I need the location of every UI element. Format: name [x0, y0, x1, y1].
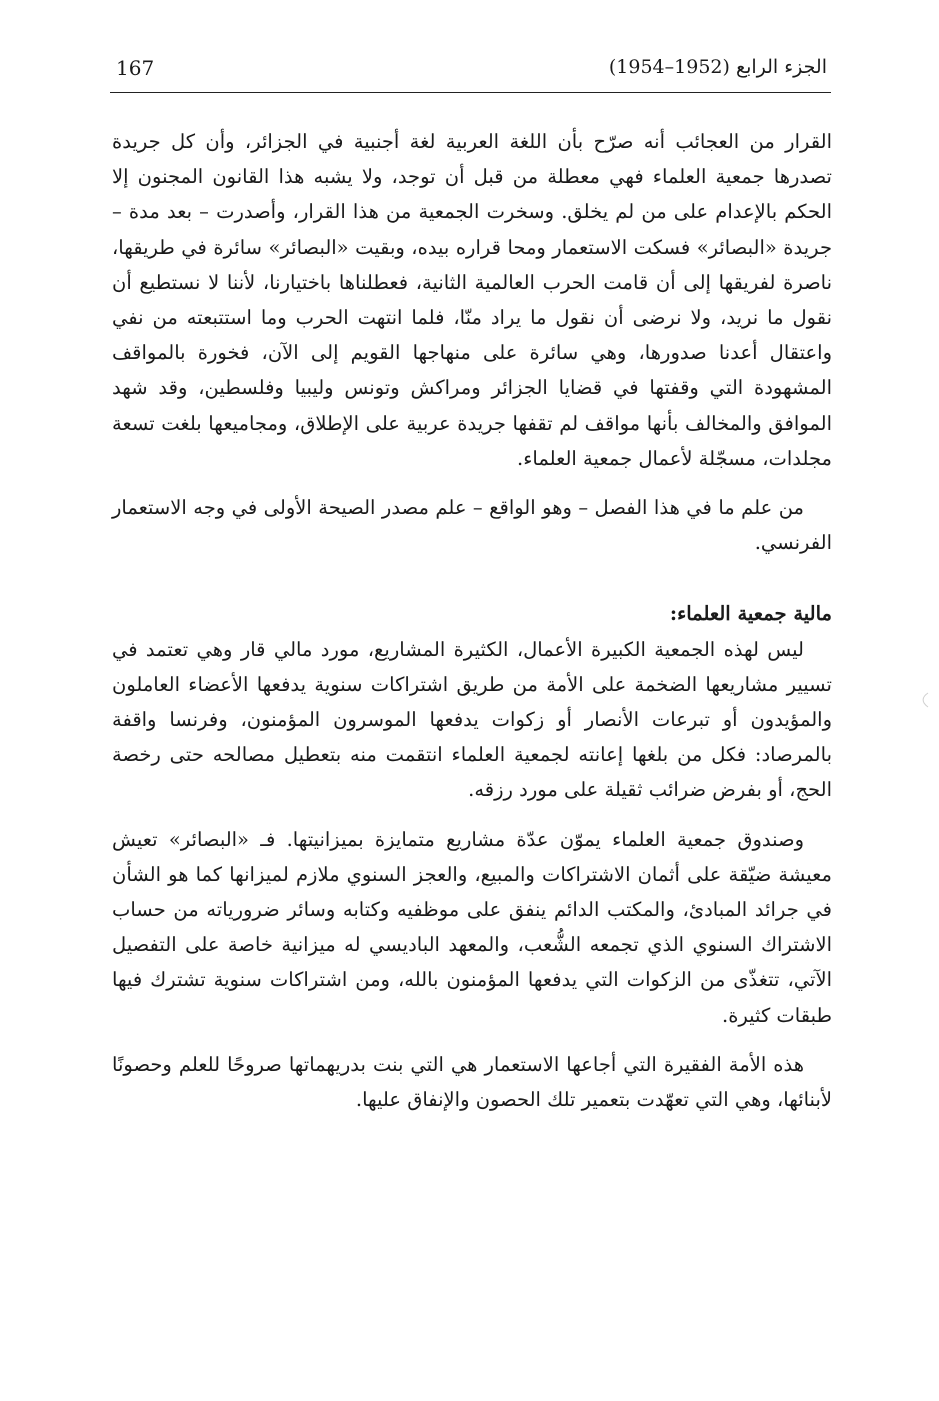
paragraph-1: القرار من العجائب أنه صرّح بأن اللغة العربية لغة أجنبية في الجزائر، وأن كل جريدة تصدرها جمعية العلماء فهي معطلة من قبل أن توجد، ولا يشبه هذا القانون المجنون إلا الحكم بالإعدام على من لم يخلق. وسخرت الجمعية من هذا القرار، وأصدرت – بعد مدة – جريدة «البصائر» فسكت الاستعمار ومحا قراره بيده، وبقيت «البصائر» سائرة في طريقها، ناصرة لفريقها إلى أن قامت الحرب العالمية الثانية، فعطلناها باختيارنا، لأننا لا نستطيع أن نقول ما نريد، ولا نرضى أن نقول ما يراد منّا، فلما انتهت الحرب وما استتبعته من نفي واعتقال أعدنا صدورها، وهي سائرة على منهاجها القويم إلى الآن، فخورة بالمواقف المشهودة التي وقفتها في قضايا الجزائر ومراكش وتونس وليبيا وفلسطين، وقد شهد الموافق والمخالف بأنها مواقف لم تقفها جريدة عربية على الإطلاق، ومجاميعها بلغت تسعة مجلدات، مسجّلة لأعمال جمعية العلماء.	[112, 130, 832, 470]
paragraph-gap	[112, 808, 832, 822]
paragraph-gap	[112, 1033, 832, 1047]
paragraph-5: هذه الأمة الفقيرة التي أجاعها الاستعمار هي التي بنت بدريهماتها صروحًا للعلم وحصونًا لأبنائها، وهي التي تعهّدت بتعمير تلك الحصون والإنفاق عليها.	[112, 1052, 832, 1112]
page-header	[110, 52, 831, 93]
section-heading: مالية جمعية العلماء:	[669, 602, 832, 626]
paragraph-3: ليس لهذه الجمعية الكبيرة الأعمال، الكثيرة المشاريع، مورد مالي قار وهي تعتمد في تسيير مشاريعها الضخمة على الأمة من طريق اشتراكات سنوية يدفعها الأعضاء العاملون والمؤيدون أو تبرعات الأنصار أو زكوات يدفعها الموسرون المؤمنون، وفرنسا واقفة بالمرصاد: فكل من بلغها إعانته لجمعية العلماء انتقمت منه بتعطيل مصالحه حتى رخصة الحج، أو بفرض ضرائب ثقيلة على مورد رزقه.	[112, 637, 832, 802]
paragraph-2: من علم ما في هذا الفصل – وهو الواقع – علم مصدر الصيحة الأولى في وجه الاستعمار الفرنسي.	[112, 496, 832, 555]
section-gap	[112, 560, 832, 596]
paragraph-gap	[112, 476, 832, 490]
body-text	[112, 124, 832, 1117]
page-number: 167	[116, 56, 155, 80]
scan-margin-mark	[918, 692, 930, 708]
running-title: الجزء الرابع (1952–1954)	[608, 56, 827, 78]
paragraph-4: وصندوق جمعية العلماء يموّن عدّة مشاريع متمايزة بميزانيتها. فـ «البصائر» تعيش معيشة ضيّقة على أثمان الاشتراكات والمبيع، والعجز السنوي ملازم لميزانها كما هو الشأن في جرائد المبادئ، والمكتب الدائم ينفق على موظفيه وكتابه وسائر ضرورياته من حساب الاشتراك السنوي الذي تجمعه الشُّعب، والمعهد الباديسي له ميزانية خاصة على التفصيل الآتي، تتغذّى من الزكوات التي يدفعها المؤمنون بالله، ومن اشتراكات سنوية تشترك فيها طبقات كثيرة.	[112, 827, 832, 1027]
